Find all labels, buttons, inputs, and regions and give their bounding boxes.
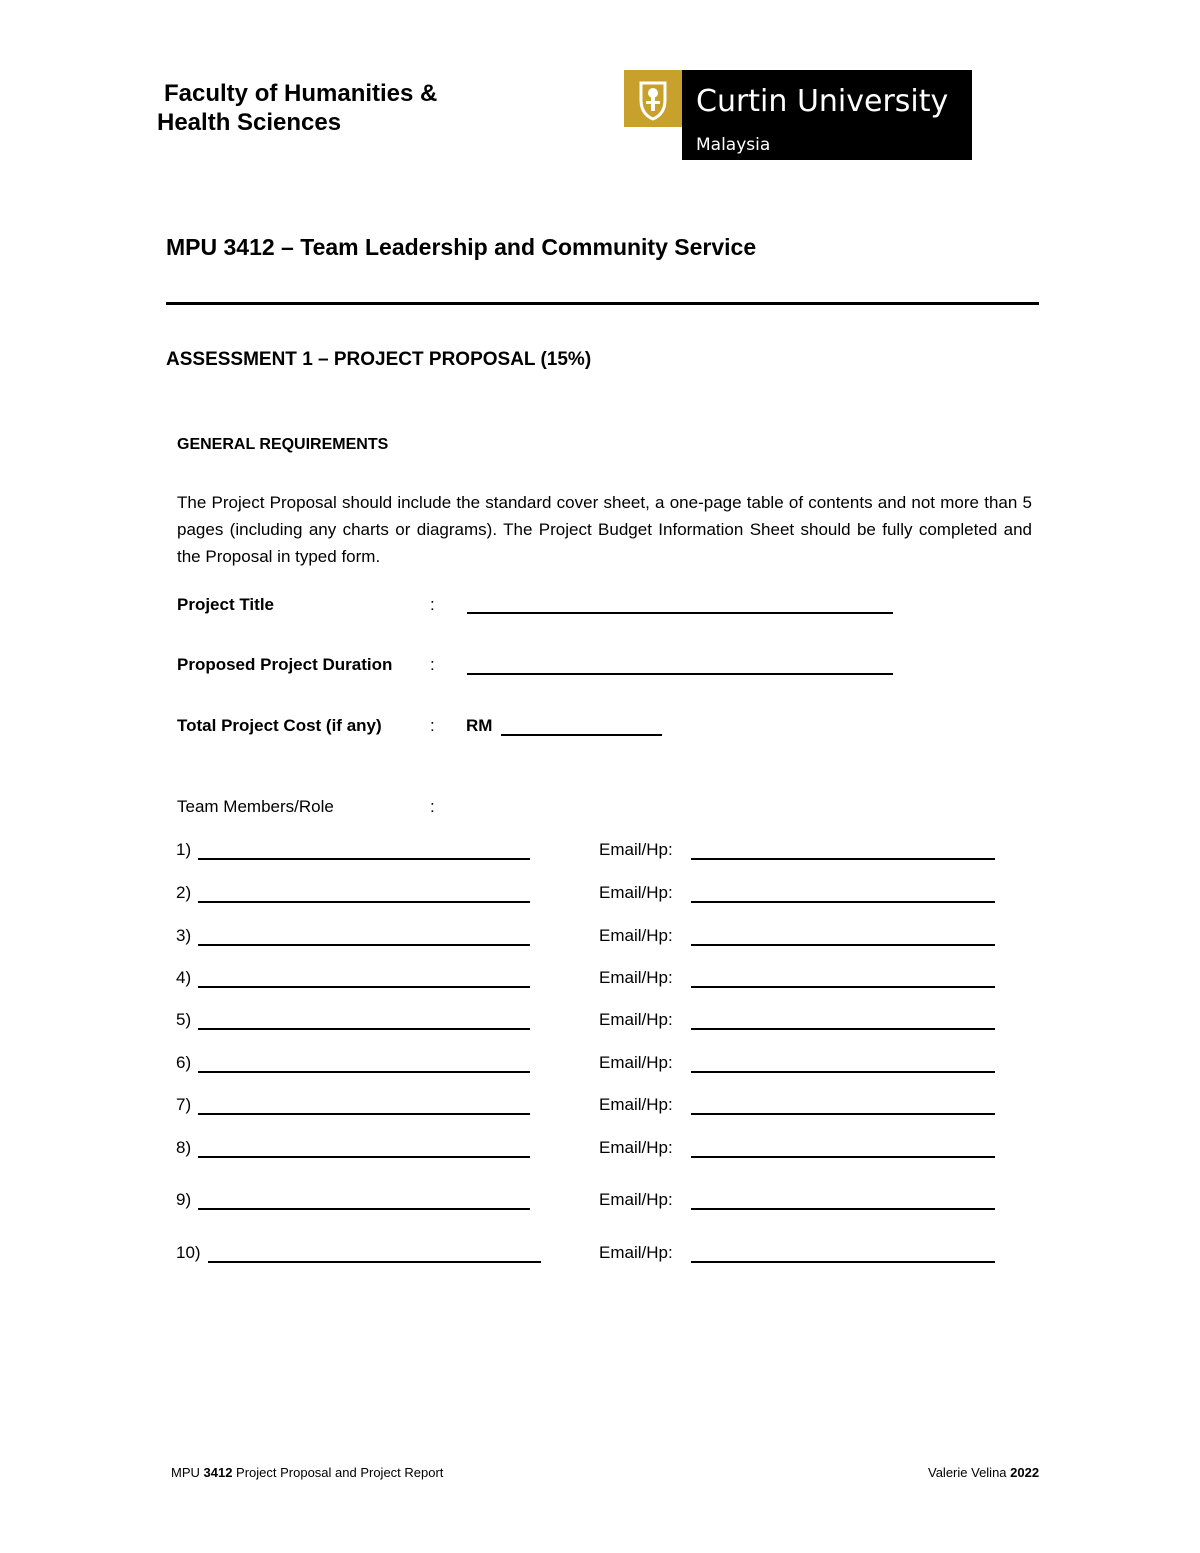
team-member-email-label: Email/Hp:	[599, 840, 673, 859]
team-member-email-field[interactable]	[691, 1261, 995, 1263]
team-member-name-field[interactable]	[198, 1156, 530, 1158]
team-member-email-field[interactable]	[691, 1028, 995, 1030]
project-cost-field[interactable]	[501, 734, 662, 736]
team-member-email-field[interactable]	[691, 858, 995, 860]
curtin-logo-icon	[624, 70, 972, 160]
faculty-line-1: Faculty of Humanities &	[164, 80, 438, 107]
project-duration-field[interactable]	[467, 673, 893, 675]
team-member-number: 7)	[176, 1095, 192, 1114]
team-member-email-label: Email/Hp:	[599, 968, 673, 987]
title-divider	[166, 302, 1039, 305]
project-title-colon: :	[430, 595, 435, 614]
curtin-logo	[624, 70, 972, 160]
team-member-number: 2)	[176, 883, 192, 902]
team-member-email-label: Email/Hp:	[599, 1190, 673, 1209]
project-title-label: Project Title	[177, 595, 274, 614]
faculty-line-2: Health Sciences	[157, 109, 342, 136]
footer-left-code: 3412	[203, 1465, 233, 1480]
footer-right	[928, 1465, 1039, 1480]
team-member-email-label: Email/Hp:	[599, 1138, 673, 1157]
team-member-name-field[interactable]	[198, 1028, 530, 1030]
team-member-email-field[interactable]	[691, 1113, 995, 1115]
team-member-number: 5)	[176, 1010, 192, 1029]
general-requirements-heading: GENERAL REQUIREMENTS	[177, 436, 389, 453]
team-member-email-label: Email/Hp:	[599, 926, 673, 945]
team-member-number: 3)	[176, 926, 192, 945]
team-member-email-field[interactable]	[691, 944, 995, 946]
team-member-email-label: Email/Hp:	[599, 1243, 673, 1262]
team-member-name-field[interactable]	[198, 986, 530, 988]
logo-subtitle: Malaysia	[696, 135, 771, 155]
course-title: MPU 3412 – Team Leadership and Community Service	[166, 234, 757, 260]
team-member-number: 6)	[176, 1053, 192, 1072]
team-member-name-field[interactable]	[208, 1261, 541, 1263]
footer-left	[171, 1465, 443, 1480]
team-members-label: Team Members/Role	[177, 797, 334, 816]
footer-left-suffix: Project Proposal and Project Report	[232, 1465, 444, 1480]
team-member-name-field[interactable]	[198, 1071, 530, 1073]
team-member-number: 10)	[176, 1243, 201, 1262]
team-member-name-field[interactable]	[198, 944, 530, 946]
footer-left-prefix: MPU	[171, 1465, 204, 1480]
project-cost-currency: RM	[466, 716, 493, 735]
team-member-email-field[interactable]	[691, 901, 995, 903]
team-member-email-label: Email/Hp:	[599, 883, 673, 902]
team-member-email-label: Email/Hp:	[599, 1010, 673, 1029]
project-cost-colon: :	[430, 716, 435, 735]
team-member-number: 9)	[176, 1190, 192, 1209]
team-member-email-label: Email/Hp:	[599, 1053, 673, 1072]
team-member-name-field[interactable]	[198, 1113, 530, 1115]
team-member-email-field[interactable]	[691, 1071, 995, 1073]
assessment-title: ASSESSMENT 1 – PROJECT PROPOSAL (15%)	[166, 349, 592, 370]
team-members-colon: :	[430, 797, 435, 816]
logo-wordmark: Curtin University	[696, 84, 949, 119]
project-cost-label: Total Project Cost (if any)	[177, 716, 382, 735]
team-member-email-field[interactable]	[691, 1208, 995, 1210]
team-member-name-field[interactable]	[198, 858, 530, 860]
team-member-number: 1)	[176, 840, 192, 859]
general-requirements-text: The Project Proposal should include the standard cover sheet, a one-page table of contents and not more than 5 pages (including any charts or diagrams). The Project Budget Information Sheet should be fully completed and the Proposal in typed form.	[177, 493, 1032, 566]
project-title-field[interactable]	[467, 612, 893, 614]
project-duration-label: Proposed Project Duration	[177, 655, 393, 674]
team-member-email-field[interactable]	[691, 986, 995, 988]
team-member-name-field[interactable]	[198, 901, 530, 903]
team-member-name-field[interactable]	[198, 1208, 530, 1210]
team-member-number: 4)	[176, 968, 192, 987]
team-member-number: 8)	[176, 1138, 192, 1157]
team-member-email-field[interactable]	[691, 1156, 995, 1158]
project-duration-colon: :	[430, 655, 435, 674]
footer-author: Valerie Velina	[928, 1465, 1011, 1480]
team-member-email-label: Email/Hp:	[599, 1095, 673, 1114]
footer-year: 2022	[1010, 1465, 1040, 1480]
